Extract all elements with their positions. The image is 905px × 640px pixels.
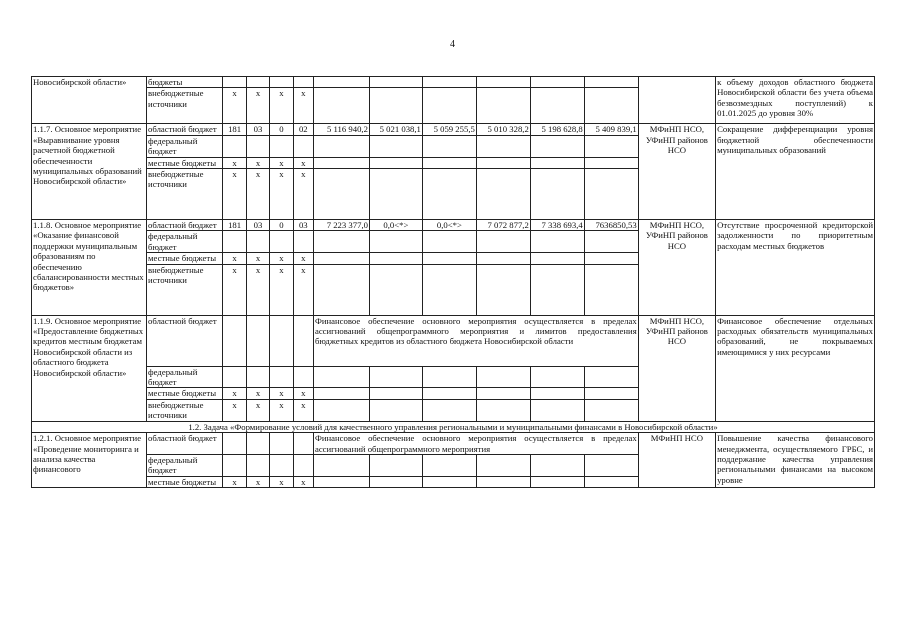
budget-source: местные бюджеты <box>147 476 223 487</box>
budget-source: местные бюджеты <box>147 253 223 264</box>
code-cell: x <box>270 253 293 264</box>
executor: МФиНП НСО, УФиНП районов НСО <box>638 220 715 316</box>
measure-name: 1.2.1. Основное мероприятие «Проведение мониторинга и анализа качества финансового <box>32 433 147 488</box>
code-cell: x <box>270 169 293 220</box>
code-cell: x <box>293 399 313 421</box>
code-cell: x <box>223 388 246 399</box>
code-cell: x <box>293 476 313 487</box>
executor: МФиНП НСО <box>638 433 715 488</box>
budget-source: внебюджетные источники <box>147 169 223 220</box>
measure-name: Новосибирской области» <box>32 77 147 124</box>
code-cell: 02 <box>293 124 313 135</box>
code-cell: x <box>246 169 269 220</box>
code-cell: x <box>293 264 313 315</box>
code-cell: x <box>246 88 269 124</box>
budget-source: областной бюджет <box>147 220 223 231</box>
code-cell: 03 <box>246 124 269 135</box>
measure-name: 1.1.7. Основное мероприятие «Выравнивание уровня расчетной бюджетной обеспеченности муниципальных образований Новосибирской области» <box>32 124 147 220</box>
table-row <box>32 315 875 366</box>
table-row <box>32 421 875 432</box>
financing-note: Финансовое обеспечение основного мероприятия осуществляется в пределах ассигнований общепрограммного мероприятия <box>314 433 637 454</box>
code-cell: 03 <box>246 220 269 231</box>
budget-source: внебюджетные источники <box>147 88 223 124</box>
code-cell: x <box>270 88 293 124</box>
budget-source: бюджеты <box>147 77 223 88</box>
code-cell: x <box>246 253 269 264</box>
code-cell: x <box>246 399 269 421</box>
code-cell: x <box>223 399 246 421</box>
code-cell: x <box>293 157 313 168</box>
budget-source: областной бюджет <box>147 315 223 366</box>
code-cell: x <box>293 388 313 399</box>
value-cell: 7 338 693,4 <box>530 220 584 231</box>
measure-name: 1.1.9. Основное мероприятие «Предоставление бюджетных кредитов местным бюджетам Новосибирской области из областного бюджета Новосибирской области» <box>32 315 147 421</box>
measure-name: 1.1.8. Основное мероприятие «Оказание финансовой поддержки муниципальным образованиям по обеспечению сбалансированности местных бюджетов» <box>32 220 147 316</box>
budget-source: внебюджетные источники <box>147 264 223 315</box>
code-cell: x <box>270 399 293 421</box>
code-cell: x <box>223 253 246 264</box>
code-cell: x <box>270 264 293 315</box>
expected-result: Финансовое обеспечение отдельных расходных обязательств муниципальных образований, не покрываемых имеющимися у них ресурсами <box>716 315 875 421</box>
code-cell: x <box>246 476 269 487</box>
expected-result: Сокращение дифференциации уровня бюджетной обеспеченности муниципальных образований <box>716 124 875 220</box>
executor: МФиНП НСО, УФиНП районов НСО <box>638 315 715 421</box>
code-cell: 181 <box>223 124 246 135</box>
budget-source: местные бюджеты <box>147 388 223 399</box>
expected-result: к объему доходов областного бюджета Новосибирской области без учета объема безвозмездных поступлений) к 01.01.2025 до уровня 30% <box>716 77 875 124</box>
code-cell: 0 <box>270 124 293 135</box>
budget-source: областной бюджет <box>147 124 223 135</box>
code-cell: x <box>223 157 246 168</box>
code-cell: 03 <box>293 220 313 231</box>
value-cell: 7 072 877,2 <box>476 220 530 231</box>
budget-source: местные бюджеты <box>147 157 223 168</box>
expected-result: Повышение качества финансового менеджмента, осуществляемого ГРБС, и поддержание качества управления региональными финансами на высоком уровне <box>716 433 875 488</box>
code-cell: x <box>246 388 269 399</box>
code-cell: 181 <box>223 220 246 231</box>
code-cell: x <box>223 264 246 315</box>
table-row <box>32 77 875 88</box>
code-cell: x <box>270 157 293 168</box>
financing-note: Финансовое обеспечение основного мероприятия осуществляется в пределах ассигнований общепрограммного мероприятия и лимитов предоставления бюджетных кредитов из областного бюджета Новосибирской области <box>313 315 638 366</box>
value-cell: 5 059 255,5 <box>422 124 476 135</box>
code-cell: 0 <box>270 220 293 231</box>
program-table <box>31 76 875 488</box>
value-cell: 5 198 628,8 <box>530 124 584 135</box>
executor: МФиНП НСО, УФиНП районов НСО <box>638 124 715 220</box>
value-cell: 7636850,53 <box>584 220 638 231</box>
table-row <box>32 433 875 455</box>
value-cell: 5 409 839,1 <box>584 124 638 135</box>
code-cell: x <box>246 157 269 168</box>
expected-result: Отсутствие просроченной кредиторской задолженности по приоритетным расходам местных бюджетов <box>716 220 875 316</box>
code-cell: x <box>223 169 246 220</box>
code-cell: x <box>293 253 313 264</box>
budget-source: областной бюджет <box>147 433 223 455</box>
code-cell: x <box>270 388 293 399</box>
budget-source: федеральный бюджет <box>147 366 223 388</box>
code-cell: x <box>223 476 246 487</box>
budget-source: федеральный бюджет <box>147 231 223 253</box>
value-cell: 0,0<*> <box>369 220 422 231</box>
value-cell: 5 021 038,1 <box>369 124 422 135</box>
budget-source: федеральный бюджет <box>147 135 223 157</box>
budget-source: федеральный бюджет <box>147 454 223 476</box>
page-number: 4 <box>450 39 455 50</box>
code-cell: x <box>293 169 313 220</box>
value-cell: 7 223 377,0 <box>313 220 369 231</box>
value-cell: 0,0<*> <box>422 220 476 231</box>
code-cell: x <box>223 88 246 124</box>
budget-source: внебюджетные источники <box>147 399 223 421</box>
value-cell: 5 010 328,2 <box>476 124 530 135</box>
code-cell: x <box>293 88 313 124</box>
task-heading: 1.2. Задача «Формирование условий для качественного управления региональными и муниципальными финансами в Новосибирской области» <box>32 421 875 432</box>
table-row <box>32 124 875 135</box>
code-cell: x <box>270 476 293 487</box>
value-cell: 5 116 940,2 <box>313 124 369 135</box>
table-row <box>32 220 875 231</box>
code-cell: x <box>246 264 269 315</box>
